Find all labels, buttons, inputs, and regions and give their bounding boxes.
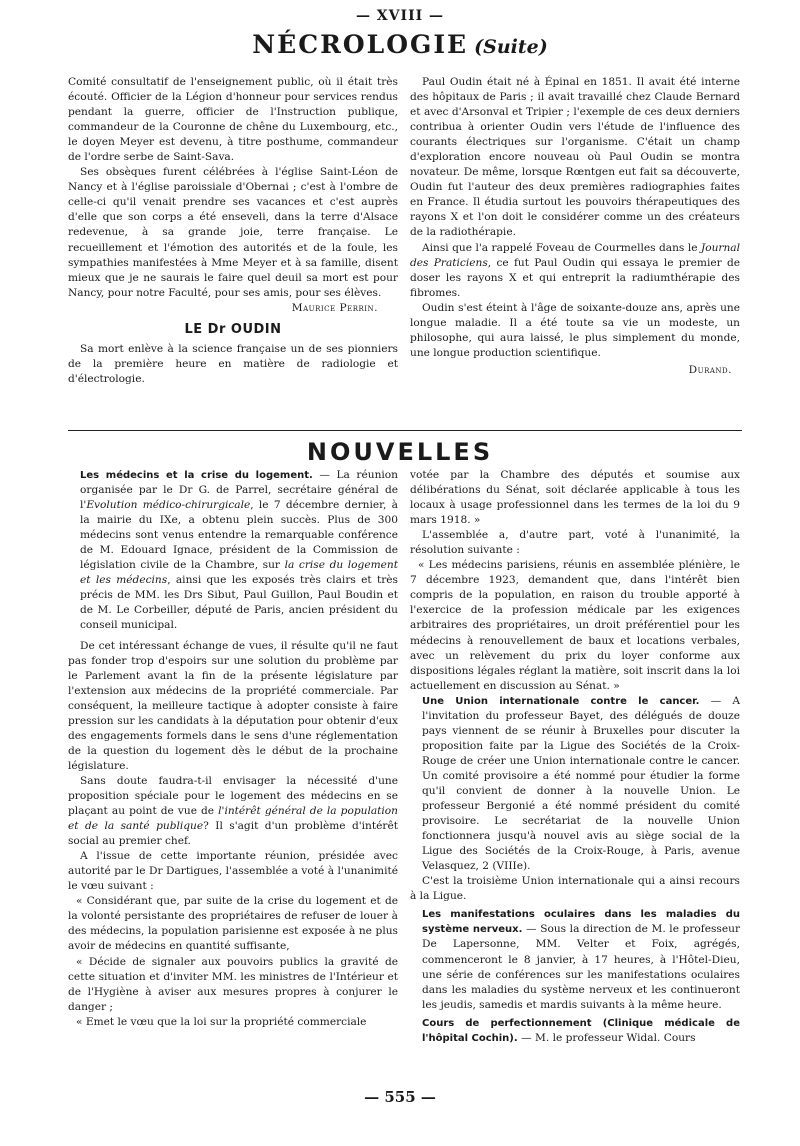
- crise-heading: Les médecins et la crise du logement.: [80, 470, 313, 481]
- crise-p3b: ? Il s'agit d'un problème d'intérêt social au premier chef.: [68, 820, 398, 848]
- oudin-p2-before: Ainsi que l'a rappelé Foveau de Courmelles dans le: [422, 241, 701, 254]
- cancer-p2: C'est la troisième Union internationale qui a ainsi recours à la Ligue.: [410, 875, 740, 903]
- necrologie-title-text: NÉCROLOGIE: [252, 30, 469, 59]
- crise-p3: [68, 774, 398, 849]
- oudin-p2: [410, 241, 740, 301]
- crise-p1-em2: la crise du logement et les médecins: [80, 559, 398, 587]
- page-number: — 555 —: [364, 1088, 436, 1106]
- crise-p1a: — La réunion organisée par le Dr G. de Parrel, secrétaire général de l': [80, 469, 398, 512]
- crise-r1: votée par la Chambre des députés et soumise aux délibérations du Sénat, soit déclarée applicable à tous les locaux à usage professionnel dans les termes de la loi du 9 mars 1918. »: [410, 469, 740, 527]
- necrologie-title: [0, 30, 800, 59]
- nouvelles-left-column: [68, 468, 398, 1030]
- crise-r2: L'assemblée a, d'autre part, voté à l'unanimité, la résolution suivante :: [410, 529, 740, 557]
- crise-p1: [68, 468, 398, 634]
- necrologie-right-column: [410, 75, 740, 378]
- crise-quote3: « Emet le vœu que la loi sur la propriété commerciale: [76, 1015, 367, 1028]
- oudin-p1: Paul Oudin était né à Épinal en 1851. Il avait été interne des hôpitaux de Paris ; il avait travaillé chez Claude Bernard et avec d'Arsonval et Tripier ; l'exemple de ces deux derniers contribua à orienter Oudin vers l'étude de l'influence des courants électriques sur l'organisme. C'était un champ d'exploration encore nouveau où Paul Oudin se montra novateur. De même, lorsque Rœntgen eut fait sa découverte, Oudin fut l'auteur des deux premières radiographies faites en France. Il étudia surtout les pouvoirs thérapeutiques des rayons X et l'on doit le considérer comme un des créateurs de la radiothérapie.: [410, 76, 740, 239]
- cours-p1: [410, 1016, 740, 1046]
- crise-p4: A l'issue de cette importante réunion, présidée avec autorité par le Dr Dartigues, l'assemblée a voté à l'unanimité le vœu suivant :: [68, 850, 398, 893]
- nouvelles-right-column: [410, 468, 740, 1046]
- signature-durand: Durand.: [688, 363, 732, 376]
- cancer-p1: [410, 694, 740, 875]
- oudin-p2-journal: Journal des Praticiens: [410, 241, 740, 269]
- crise-quote1: « Considérant que, par suite de la crise du logement et de la volonté persistante des propriétaires de refuser de louer à des médecins, la population parisienne est exposée à ne plus avoir de médecins en quantité suffisante,: [68, 895, 398, 953]
- cours-p1-text: — M. le professeur Widal. Cours: [517, 1031, 696, 1044]
- necrologie-left-p1: Comité consultatif de l'enseignement public, où il était très écouté. Officier de la Légion d'honneur pour services rendus pendant la guerre, officier de l'Instruction publique, commandeur de la Couronne de chêne du Luxembourg, etc., le doyen Meyer est devenu, à titre posthume, commandeur de l'ordre serbe de Saint-Sava.: [68, 76, 398, 164]
- necrologie-left-p2: Ses obsèques furent célébrées à l'église Saint-Léon de Nancy et à l'église paroissiale d'Obernai ; c'est à l'ombre de celle-ci qu'il venait prendre ses vacances et c'est auprès d'elle que son corps a été enseveli, dans la terre d'Alsace redevenue, à sa grande joie, terre française. Le recueillement et l'émotion des autorités et de la foule, les sympathies manifestées à Mme Meyer et à sa famille, disent mieux que je ne saurais le faire quel deuil sa mort est pour Nancy, pour notre Faculté, pour ses amis, pour ses élèves.: [68, 166, 398, 299]
- necrologie-suite: (Suite): [474, 36, 548, 58]
- oudin-p3: Oudin s'est éteint à l'âge de soixante-douze ans, après une longue maladie. Il a été toute sa vie un modeste, un philosophe, qui aura laissé, le plus simplement du monde, une longue production scientifique.: [410, 301, 740, 359]
- signature-perrin: Maurice Perrin.: [291, 301, 378, 314]
- oculaires-p1-text: — Sous la direction de M. le professeur De Lapersonne, MM. Velter et Foix, agrégés, commenceront le 8 janvier, à 17 heures, à l'Hôtel-Dieu, une série de conférences sur les manifestations oculaires dans les maladies du système nerveux et les continueront les jeudis, samedis et mardis suivants à la même heure.: [422, 923, 741, 1011]
- oudin-heading: LE Dr OUDIN: [184, 321, 282, 337]
- crise-p3a: Sans doute faudra-t-il envisager la nécessité d'une proposition spéciale pour le logement des médecins en se plaçant au point de vue de: [68, 774, 398, 818]
- crise-p1b: , le 7 décembre dernier, à la mairie du IXe, a obtenu plein succès. Plus de 300 médecins sont venus entendre la remarquable conférence de M. Edouard Ignace, président de la Commission de législation civile de la Chambre, sur: [80, 499, 398, 572]
- cours-heading: Cours de perfectionnement (Clinique médicale de l'hôpital Cochin).: [422, 1017, 740, 1044]
- cancer-heading: Une Union internationale contre le cancer.: [422, 695, 700, 707]
- page-header: — XVIII —: [355, 8, 445, 24]
- crise-quote2: « Décide de signaler aux pouvoirs publics la gravité de cette situation et d'inviter MM. les ministres de l'Intérieur et de l'Hygiène à aviser aux mesures propres à conjurer le danger ;: [68, 955, 398, 1013]
- nouvelles-title: NOUVELLES: [306, 438, 494, 466]
- oculaires-heading: Les manifestations oculaires dans les maladies du système nerveux.: [422, 909, 740, 936]
- oculaires-p1: [410, 907, 740, 1012]
- crise-p1-em1: Evolution médico-chirurgicale: [86, 499, 251, 512]
- cancer-p1-text: — A l'invitation du professeur Bayet, des délégués de douze pays viennent de se réunir à Bruxelles pour discuter la proposition faite par la Ligue des Sociétés de la Croix-Rouge de créer une Union internationale contre le cancer. Un comité provisoire a été nommé pour étudier la forme qu'il convient de donner à la nouvelle Union. Le professeur Bergonié a été nommé président du comité provisoire. Le secrétariat de la nouvelle Union fonctionnera jusqu'à nouvel avis au siège social de la Ligue des Sociétés de la Croix-Rouge, à Paris, avenue Velasquez, 2 (VIIIe).: [422, 694, 740, 873]
- crise-p3-em: l'intérêt général de la population et de la santé publique: [68, 805, 398, 833]
- crise-p1c: , ainsi que les exposés très clairs et très précis de MM. les Drs Sibut, Paul Guillon, Paul Boudin et de M. Le Corbeiller, député de Paris, ancien président du conseil municipal.: [80, 574, 398, 632]
- oudin-p2-after: , ce fut Paul Oudin qui essaya le premier de doser les rayons X et qui entreprit la radiumthérapie des fibromes.: [410, 256, 741, 299]
- crise-p2: De cet intéressant échange de vues, il résulte qu'il ne faut pas fonder trop d'espoirs sur une solution du problème par le Parlement avant la fin de la présente législature par l'extension aux médecins de la propriété commerciale. Par conséquent, la meilleure tactique à adopter consiste à faire pression sur les candidats à la députation pour obtenir d'eux des engagements formels dans le sens d'une réglementation de la question du logement dès le début de la prochaine législature.: [68, 639, 398, 772]
- section-divider: [68, 430, 742, 431]
- oudin-intro: Sa mort enlève à la science française un de ses pionniers de la première heure en matière de radiologie et d'électrologie.: [68, 342, 398, 385]
- crise-r3: « Les médecins parisiens, réunis en assemblée plénière, le 7 décembre 1923, demandent que, dans l'intérêt bien compris de la population, en raison du trouble apporté à l'exercice de la profession médicale par les exigences arbitraires des propriétaires, un droit préférentiel pour les médecins à renouvellement de baux et locations verbales, avec un relèvement du prix du loyer conforme aux dispositions légales réglant la matière, soit inscrit dans la loi actuellement en discussion au Sénat. »: [410, 559, 740, 692]
- necrologie-left-column: [68, 75, 398, 387]
